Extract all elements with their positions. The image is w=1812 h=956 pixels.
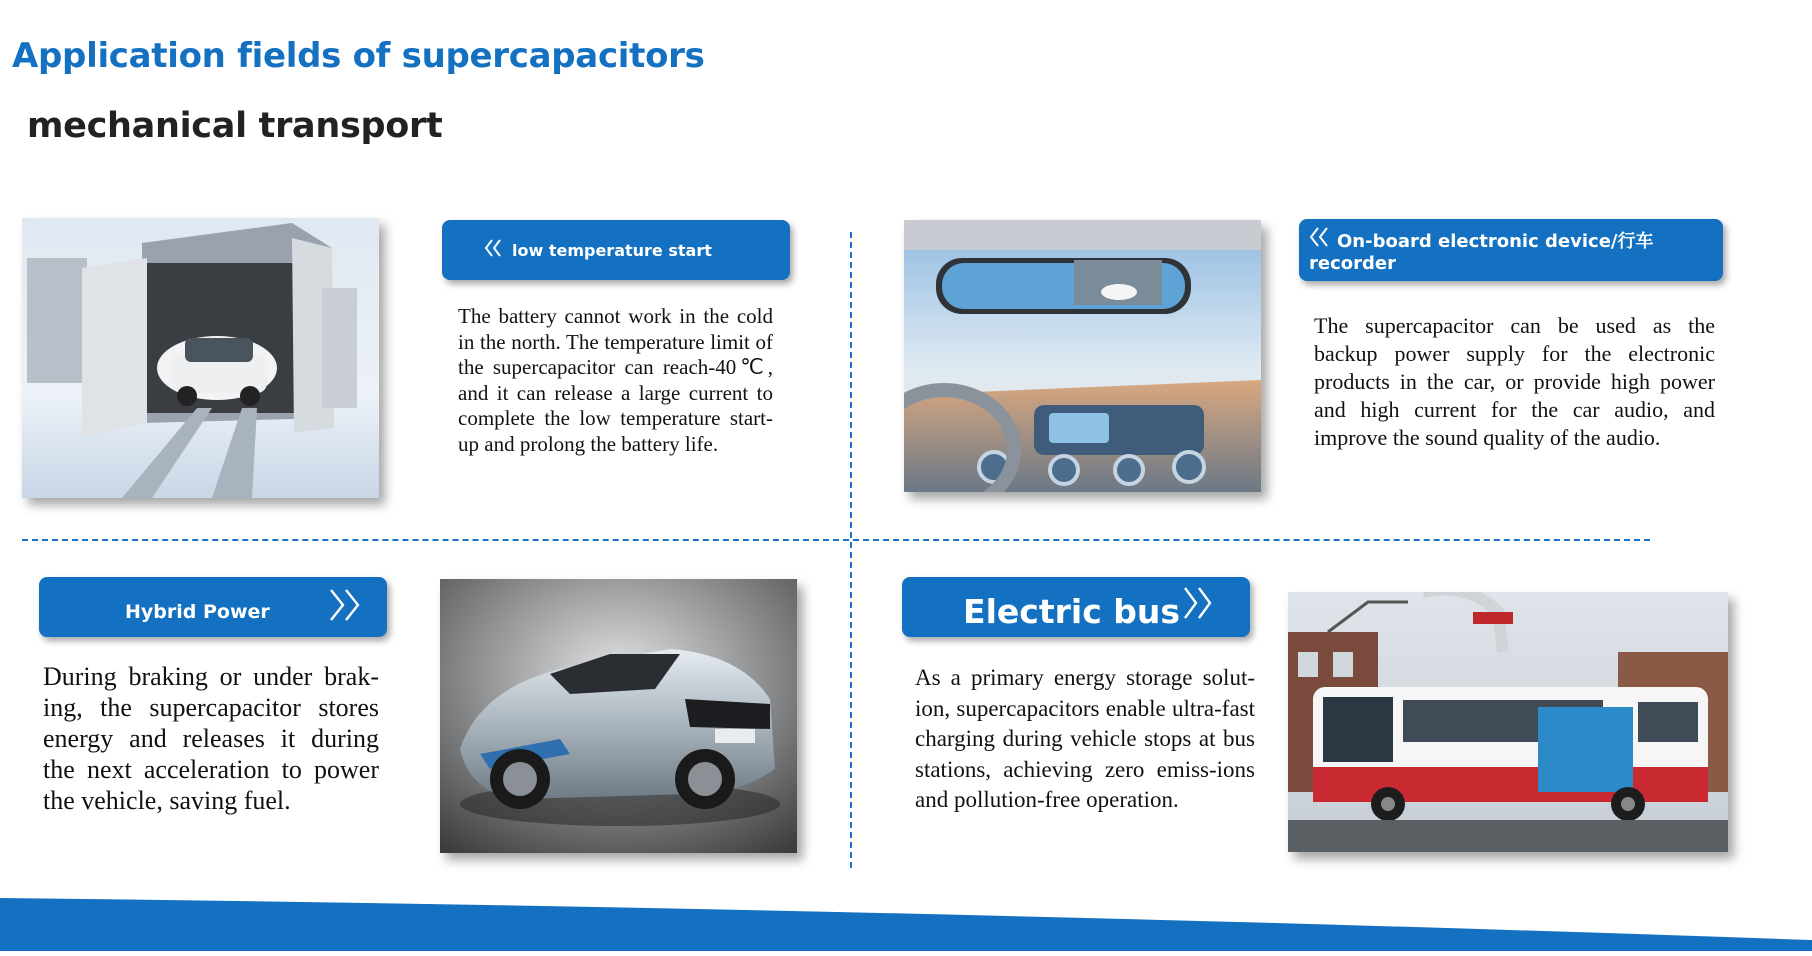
electric-bus-header [902,577,1250,637]
vertical-divider [850,232,852,868]
page-subtitle: mechanical transport [27,106,443,146]
hybrid-power-label: Hybrid Power [125,601,270,623]
electric-bus-text: As a primary energy storage solut-ion, supercapacitors enable ultra-fast charging during vehicle stops at bus stations, achieving zero emiss-ions and pollution-free operation. [915,665,1255,812]
low-temperature-start-text: The battery cannot work in the cold in the north. The temperature limit of the supercapacitor can reach-40℃, and it can release a large current to complete the low temperature start-up and prolong the battery life. [458,304,773,456]
double-chevron-right-icon [328,587,362,628]
car-in-cold-chamber-image [22,218,379,498]
footer-wave-band [0,880,1812,951]
electric-bus-image [1288,592,1728,852]
page-title: Application fields of supercapacitors [12,36,705,76]
hybrid-sports-car-image [440,579,797,853]
electric-bus-label: Electric bus [963,591,1180,631]
low-temperature-start-label: low temperature start [512,240,712,260]
double-chevron-left-icon [1309,226,1329,253]
onboard-device-text: The supercapacitor can be used as the backup power supply for the electronic products in the car, or provide high power and high current for the car audio, and improve the sound quality of the audio. [1314,313,1715,450]
car-dashboard-dashcam-image [904,220,1261,492]
onboard-device-header [1299,219,1723,281]
double-chevron-right-icon [1182,585,1214,629]
hybrid-power-header [39,577,387,637]
horizontal-divider [22,539,1650,541]
double-chevron-left-icon [484,238,502,262]
low-temperature-start-header [442,220,790,280]
onboard-device-label-line2: recorder [1309,253,1396,274]
hybrid-power-text: During braking or under brak-ing, the supercapacitor stores energy and releases it during the next acceleration to power the vehicle, saving fuel. [43,662,379,815]
onboard-device-label-line1: On-board electronic device/行车 [1337,230,1654,252]
